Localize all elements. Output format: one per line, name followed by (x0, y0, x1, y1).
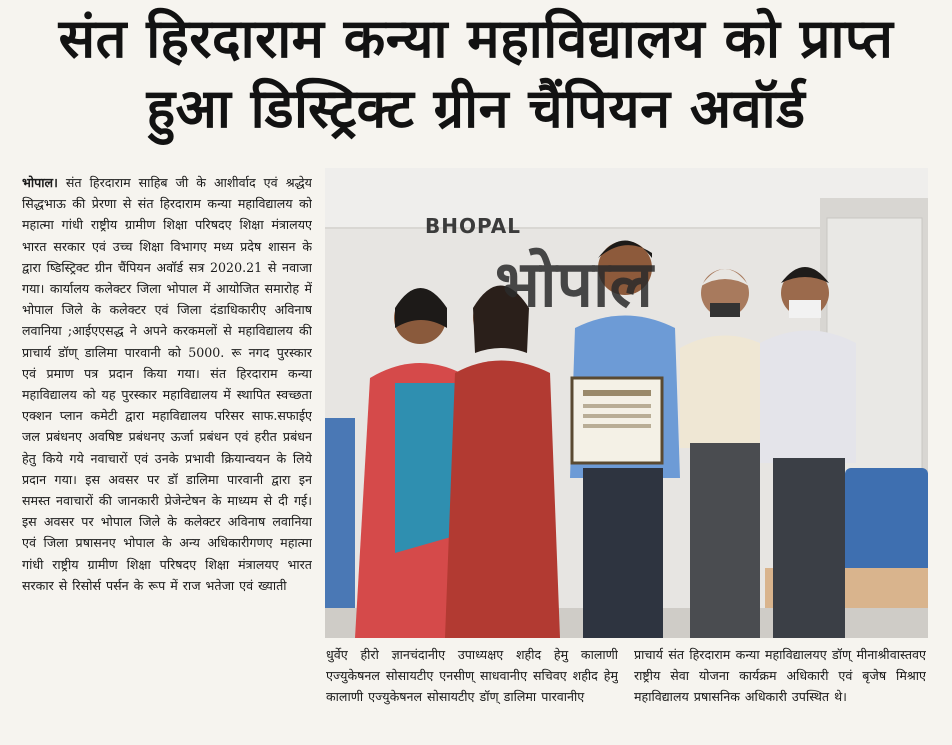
article-body-middle: धुर्वेए हीरो ज्ञानचंदानीए उपाध्यक्षए शहीद हेमु कालाणी एज्युकेषनल सोसायटीए एनसीण् साधवानीए सचिवए शहीद हेमु कालाणी एज्युकेषनल सोसायटीए डॉण् डालिमा पारवानीए (326, 647, 618, 705)
article-column-middle (326, 644, 618, 744)
dateline: भोपाल। (22, 175, 58, 190)
headline (10, 4, 942, 144)
bhopal-sign-english: BHOPAL (425, 214, 522, 238)
article-body-left: संत हिरदाराम साहिब जी के आशीर्वाद एवं श्रद्धेय सिद्धभाऊ की प्रेरणा से संत हिरदाराम कन्या महाविद्यालय को महात्मा गांधी राष्ट्रीय ग्रामीण शिक्षा परिषदए शिक्षा मंत्रालयए भारत सरकार एवं उच्च शिक्षा विभागए मध्य प्रदेष शासन के द्वारा ष्डिस्ट्रिक्ट ग्रीन चैंपियन अवॉर्ड सत्र 2020.21 से नवाजा गया। कार्यालय कलेक्टर जिला भोपाल में आयोजित समारोह में भोपाल जिले के कलेक्टर एवं जिला दंडाधिकारीए अविनाष लवानिया ;आईएएसद्ध ने अपने करकमलों से महाविद्यालय की प्राचार्य डॉण् डालिमा पारवानी को 5000. रू नगद पुरस्कार एवं प्रमाण पत्र प्रदान किया गया। संत हिरदाराम कन्या महाविद्यालय को यह पुरस्कार महाविद्यालय में स्थापित स्वच्छता एक्शन प्लान कमेटी द्वारा महाविद्यालय परिसर साफ.सफाईए जल प्रबंधनए अवषिष्ट प्रबंधनए ऊर्जा प्रबंधन एवं हरीत प्रबंधन हेतु किये गये नवाचारों एवं उनके प्रभावी क्रियान्वयन के लिये प्रदान गया। इस अवसर पर डॉ डालिमा पारवानी द्वारा इन समस्त नवाचारों की जानकारी प्रेजेन्टेषन के माध्यम से दी गई। इस अवसर पर भोपाल जिले के कलेक्टर अविनाष लवानिया एवं जिला प्रषासनए भोपाल के अन्य अधिकारीगणए महात्मा गांधी राष्ट्रीय ग्रामीण शिक्षा परिषदए शिक्षा मंत्रालयए भारत सरकार से रिसोर्स पर्सन के रूप में राज भतेजा एवं ख्याती (22, 175, 312, 593)
article-column-right (634, 644, 926, 744)
article-body-right: प्राचार्य संत हिरदाराम कन्या महाविद्यालयए डॉण् मीनाश्रीवास्तवए राष्ट्रीय सेवा योजना कार्यक्रम अधिकारी एवं बृजेष मिश्राए महाविद्यालय प्रषासनिक अधिकारी उपस्थित थे। (634, 647, 926, 705)
article-column-left (22, 172, 312, 742)
headline-line-2: हुआ डिस्ट्रिक्ट ग्रीन चैंपियन अवॉर्ड (146, 77, 806, 140)
award-photo (325, 168, 928, 638)
headline-line-1: संत हिरदाराम कन्या महाविद्यालय को प्राप्त (58, 7, 894, 70)
bhopal-sign-hindi: भोपाल (495, 248, 653, 322)
